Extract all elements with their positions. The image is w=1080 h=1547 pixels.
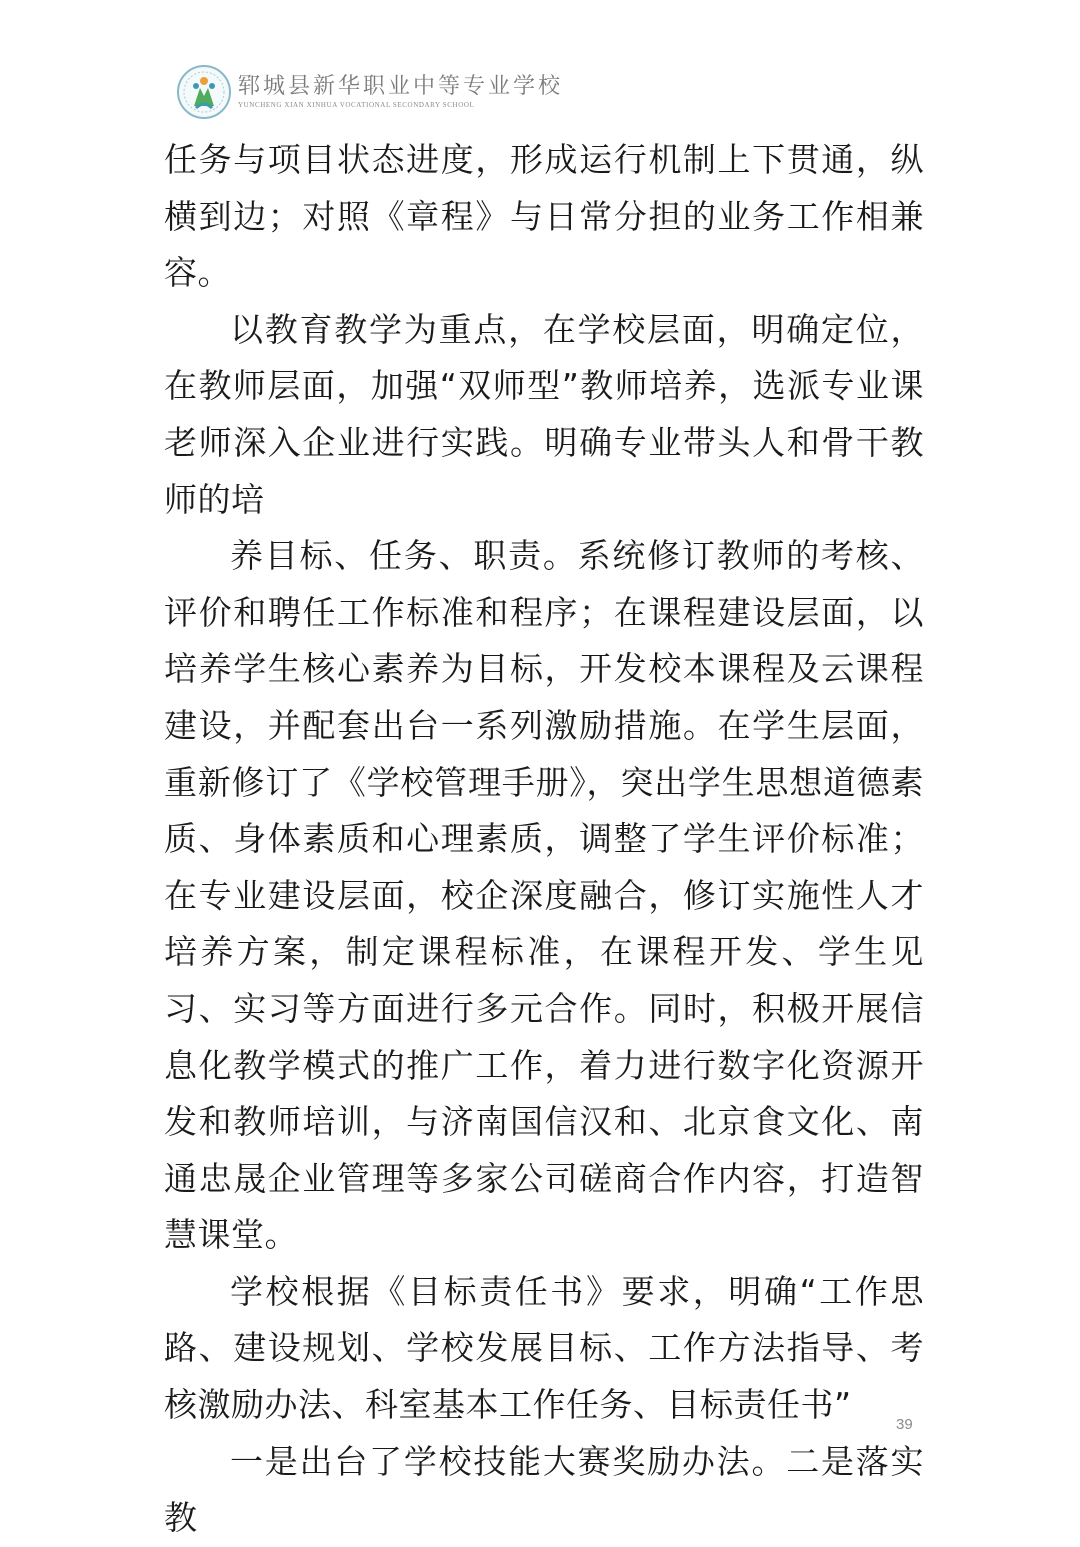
- school-name-block: [238, 74, 563, 110]
- paragraph-1: 任务与项目状态进度，形成运行机制上下贯通，纵横到边；对照《章程》与日常分担的业务工作相兼容。: [164, 140, 924, 293]
- school-name-english: YUNCHENG XIAN XINHUA VOCATIONAL SECONDARY SCHOOL: [238, 101, 475, 109]
- school-name-chinese: 郓城县新华职业中等专业学校: [238, 74, 564, 99]
- school-seal-icon: [176, 64, 232, 120]
- document-body: [164, 132, 924, 1547]
- paragraph-5: 一是出台了学校技能大赛奖励办法。二是落实教: [164, 1441, 924, 1538]
- page-number: 39: [896, 1416, 913, 1433]
- paragraph-4: 学校根据《目标责任书》要求，明确“工作思路、建设规划、学校发展目标、工作方法指导、考核激励办法、科室基本工作任务、目标责任书”: [164, 1271, 924, 1425]
- paragraph-2: 以教育教学为重点，在学校层面，明确定位，在教师层面，加强“双师型”教师培养，选派专业课老师深入企业进行实践。明确专业带头人和骨干教师的培: [164, 309, 924, 519]
- paragraph-3: 养目标、任务、职责。系统修订教师的考核、评价和聘任工作标准和程序；在课程建设层面，以培养学生核心素养为目标，开发校本课程及云课程建设，并配套出台一系列激励措施。在学生层面，重新修订了《学校管理手册》，突出学生思想道德素质、身体素质和心理素质，调整了学生评价标准；在专业建设层面，校企深度融合，修订实施性人才培养方案，制定课程标准，在课程开发、学生见习、实习等方面进行多元合作。同时，积极开展信息化教学模式的推广工作，着力进行数字化资源开发和教师培训，与济南国信汉和、北京食文化、南通忠晟企业管理等多家公司磋商合作内容，打造智慧课堂。: [164, 536, 924, 1255]
- page-header: [176, 62, 563, 122]
